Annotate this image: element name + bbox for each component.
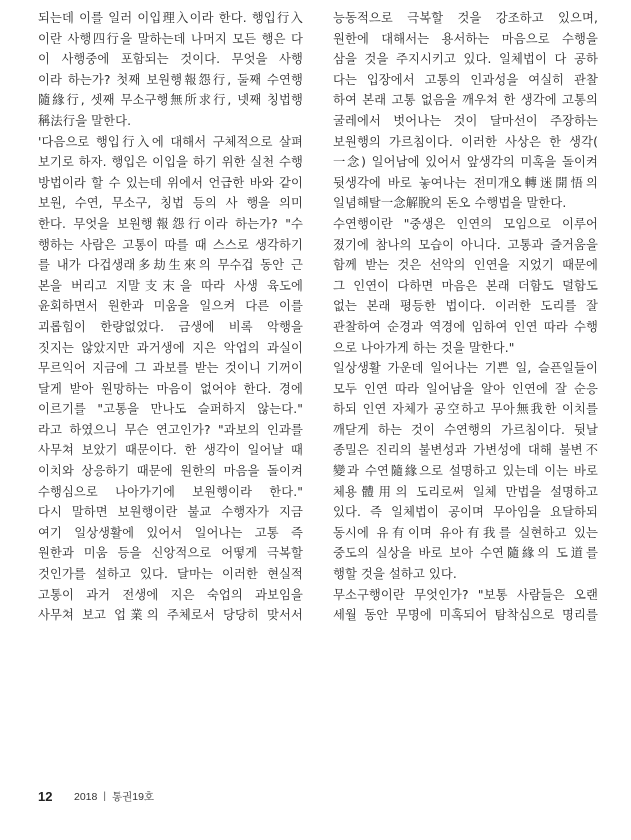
text-line: 되는데 이를 일러 이입理入이라 한다. 행입行入 [38, 11, 303, 25]
text-line: 무소구행이란 무엇인가? "보통 사람들은 오랜 [333, 587, 598, 602]
text-line: 하여 본래 고통 없음을 깨우쳐 한 생각에 고통의 [333, 93, 598, 108]
page-footer [38, 789, 154, 804]
text-line: 隨緣行, 셋째 무소구행無所求行, 넷째 칭법행 [38, 93, 303, 108]
text-line: 다는 입장에서 고통의 인과성을 여실히 관찰 [333, 72, 598, 87]
text-line: 를 내가 다겁생래多劫生來의 무수겁 동안 근 [38, 258, 303, 273]
text-line: 이르기를 "고통을 만나도 슬퍼하지 않는다." [38, 402, 303, 417]
text-line: 모두 인연 따라 일어남을 알아 인연에 잘 순응 [333, 381, 598, 396]
text-line: 變과 수연隨緣으로 설명하고 있는데 이는 바로 [333, 464, 598, 479]
text-line: 그 인연이 다하면 마음은 본래 더함도 덜함도 [333, 278, 598, 293]
publication-year: 2018 [74, 790, 98, 803]
text-line: 체용體用의 도리로써 일체 만법을 설명하고 [333, 484, 598, 499]
right-column [333, 8, 598, 626]
text-line: 삼을 것을 주지시키고 있다. 일체법이 다 공하 [333, 52, 598, 67]
text-line: 깨닫게 하는 것이 수연행의 가르침이다. 뒷날 [333, 422, 598, 437]
left-column [38, 8, 303, 626]
text-line: 다시 말하면 보원행이란 불교 수행자가 지금 [38, 505, 303, 520]
text-line: 것인가를 설하고 있다. 달마는 이러한 현실적 [38, 567, 303, 582]
text-line: 보원, 수연, 무소구, 칭법 등의 사 행을 의미 [38, 196, 303, 211]
text-line: 굴레에서 벗어나는 것이 달마선이 주장하는 [333, 113, 598, 128]
text-line: 관찰하여 순경과 역경에 임하여 인연 따라 수행 [333, 319, 598, 334]
text-line: '다음으로 행입行入에 대해서 구체적으로 살펴 [38, 134, 303, 149]
text-line: 여기 일상생활에 있어서 일어나는 고통 즉 [38, 525, 303, 540]
text-line: 수행심으로 나아가기에 보원행이라 한다." [38, 484, 303, 499]
text-line: 세월 동안 무명에 미혹되어 탐착심으로 명리를 [333, 608, 598, 623]
text-line: 행할 것을 설하고 있다. [333, 567, 457, 582]
text-line: 稱法行을 말한다. [38, 113, 132, 128]
text-line: 일념해탈一念解脫의 돈오 수행법을 말한다. [333, 196, 567, 211]
text-line: 괴롭힘이 한량없었다. 금생에 비록 악행을 [38, 319, 303, 334]
text-line: 이 사행중에 포함되는 것이다. 무엇을 사행 [38, 52, 303, 67]
text-line: 라고 하였으니 무슨 연고인가? "과보의 인과를 [38, 422, 303, 437]
text-line: 함께 받는 것은 선악의 인연을 지었기 때문에 [333, 258, 598, 273]
text-line: 있다. 즉 일체법이 공이며 무아임을 요달하되 [333, 505, 598, 520]
text-line: 수연행이란 "중생은 인연의 모임으로 이루어 [333, 216, 598, 231]
text-line: 원한에 대해서는 용서하는 마음으로 수행을 [333, 31, 598, 46]
text-line: 으로 나아가게 하는 것을 말한다." [333, 340, 515, 355]
text-line: 짓지는 않았지만 과거생에 지은 악업의 과실이 [38, 340, 303, 355]
issue-number: 통권19호 [111, 791, 155, 803]
text-line: 졌기에 참나의 모습이 아니다. 고통과 즐거움을 [333, 237, 598, 252]
text-line: 뒷생각에 바로 놓여나는 전미개오轉迷開悟의 [333, 175, 598, 190]
text-line: 달게 받아 원망하는 마음이 없어야 한다. 경에 [38, 381, 303, 396]
text-line: 본을 버리고 지말支末을 따라 사생 육도에 [38, 278, 303, 293]
text-line: 윤회하면서 원한과 미움을 일으켜 다른 이를 [38, 299, 303, 314]
text-line: 동시에 유有이며 유아有我를 실현하고 있는 [333, 525, 598, 540]
text-line: 무르익어 지금에 그 과보를 받는 것이니 기꺼이 [38, 361, 303, 376]
text-line: 능동적으로 극복할 것을 강조하고 있으며, [333, 11, 598, 25]
text-line: 방법이라 할 수 있는데 위에서 언급한 바와 같이 [38, 175, 303, 190]
text-line: 사무쳐 보았기 때문이다. 한 생각이 일어날 때 [38, 443, 303, 458]
text-line: 이라 하는가? 첫째 보원행報怨行, 둘째 수연행 [38, 72, 303, 87]
text-line: 사무쳐 보고 업業의 주체로서 당당히 맞서서 [38, 608, 303, 623]
text-line: 없는 본래 평등한 법이다. 이러한 도리를 잘 [333, 299, 598, 314]
text-line: 원한과 미움 등을 신앙적으로 어떻게 극복할 [38, 546, 303, 561]
text-line: 一念) 일어남에 있어서 앞생각의 미혹을 돌이켜 [333, 155, 598, 170]
text-line: 보원행의 가르침이다. 이러한 사상은 한 생각( [333, 134, 598, 149]
text-line: 행하는 사람은 고통이 따를 때 스스로 생각하기 [38, 237, 303, 252]
text-line: 한다. 무엇을 보원행報怨行이라 하는가? "수 [38, 216, 303, 231]
footer-separator: | [103, 791, 106, 802]
text-line: 중도의 실상을 바로 보아 수연隨緣의 도道를 [333, 546, 598, 561]
text-line: 고통이 과거 전생에 지은 숙업의 과보임을 [38, 587, 303, 602]
page-number: 12 [38, 789, 53, 804]
text-line: 보기로 하자. 행입은 이입을 하기 위한 실천 수행 [38, 155, 303, 170]
text-line: 일상생활 가운데 일어나는 기쁜 일, 슬픈일들이 [333, 361, 598, 376]
text-line: 하되 인연 자체가 공空하고 무아無我한 이치를 [333, 402, 598, 417]
text-line: 종밀은 진리의 불변성과 가변성에 대해 불변不 [333, 443, 598, 458]
text-line: 이치와 상응하기 때문에 원한의 마음을 돌이켜 [38, 464, 303, 479]
text-line: 이란 사행四行을 말하는데 나머지 모든 행은 다 [38, 31, 303, 46]
